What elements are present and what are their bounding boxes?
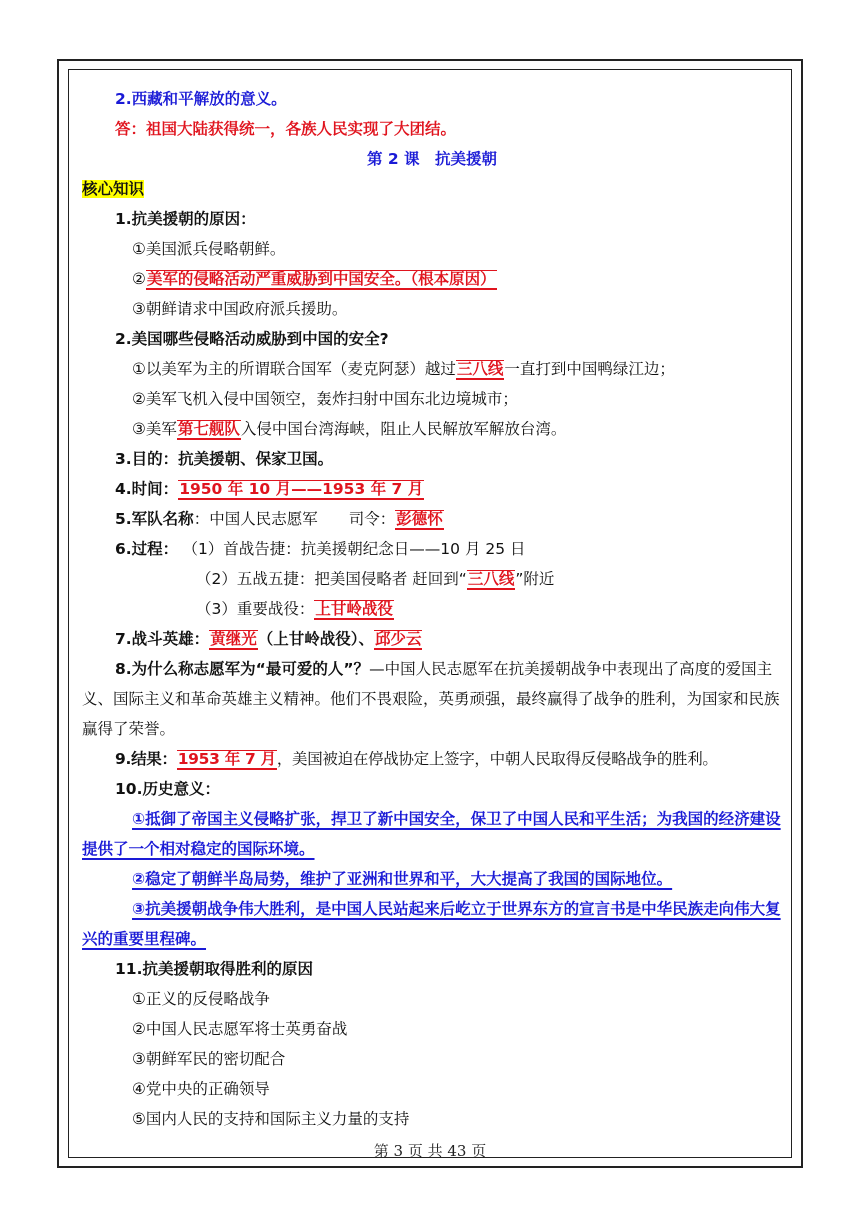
text-segment: ，美国被迫在停战协定上签字，中朝人民取得反侵略战争的胜利。: [276, 750, 718, 768]
key-term-highlight: 三八线: [456, 360, 504, 378]
list-item: ④党中央的正确领导: [132, 1080, 270, 1098]
list-marker: ②: [132, 270, 146, 288]
item-label: 4.时间：: [115, 480, 179, 498]
list-item: ③朝鲜请求中国政府派兵援助。: [132, 300, 348, 318]
key-term-highlight: 1953 年 7 月: [177, 750, 276, 768]
question-heading: 2.西藏和平解放的意义。: [115, 90, 287, 108]
item-label: 7.战斗英雄：: [115, 630, 210, 648]
lesson-title: 第 2 课 抗美援朝: [366, 150, 498, 168]
list-item: ①正义的反侵略战争: [132, 990, 270, 1008]
item-row: [82, 624, 782, 654]
section-heading: 核心知识: [82, 180, 145, 198]
list-item: ⑤国内人民的支持和国际主义力量的支持: [132, 1110, 410, 1128]
key-term-highlight: 三八线: [467, 570, 515, 588]
page-number: 第 3 页 共 43 页: [373, 1142, 487, 1160]
list-item: [82, 564, 782, 594]
item-row: [82, 534, 782, 564]
document-body: [82, 84, 782, 1134]
key-point-highlight: 美军的侵略活动严重威胁到中国安全。（根本原因）: [146, 270, 496, 288]
text-segment: （3）重要战役：: [196, 600, 315, 618]
paragraph: [82, 804, 782, 864]
text-segment: 入侵中国台湾海峡，阻止人民解放军解放台湾。: [240, 420, 567, 438]
significance-text: ①抵御了帝国主义侵略扩张，捍卫了新中国安全，保卫了中国人民和平生活；为我国的经济建设提供了一个相对稳定的国际环境。: [82, 810, 781, 858]
item-row: [82, 744, 782, 774]
text-segment: （2）五战五捷：把美国侵略者 赶回到“: [196, 570, 467, 588]
significance-text: ③抗美援朝战争伟大胜利，是中国人民站起来后屹立于世界东方的宣言书是中华民族走向伟大复兴的重要里程碑。: [82, 900, 781, 948]
item-row: [82, 474, 782, 504]
list-item: ②中国人民志愿军将士英勇奋战: [132, 1020, 348, 1038]
paragraph: [82, 654, 782, 744]
text-segment: （上甘岭战役）、: [257, 630, 374, 648]
key-term-highlight: 上甘岭战役: [315, 600, 393, 618]
item-heading: 10.历史意义：: [115, 780, 220, 798]
text-segment: （1）首战告捷：抗美援朝纪念日——10 月 25 日: [190, 540, 526, 558]
list-item: [82, 414, 782, 444]
key-term-highlight: 彭德怀: [396, 510, 443, 528]
item-label: 9.结果：: [115, 750, 177, 768]
significance-text: ②稳定了朝鲜半岛局势，维护了亚洲和世界和平，大大提高了我国的国际地位。: [132, 870, 673, 888]
item-label: 8.为什么称志愿军为“最可爱的人”？: [115, 660, 370, 678]
item-heading: 2.美国哪些侵略活动威胁到中国的安全?: [115, 330, 389, 348]
text-segment: ：中国人民志愿军 司令：: [193, 510, 396, 528]
key-term-highlight: 邱少云: [374, 630, 422, 648]
text-segment: ①以美军为主的所谓联合国军（麦克阿瑟）越过: [132, 360, 456, 378]
text-segment: 一直打到中国鸭绿江边；: [504, 360, 675, 378]
key-term-highlight: 黄继光: [210, 630, 257, 648]
item-label: 5.军队名称: [115, 510, 194, 528]
text-segment: —中国人民志愿军在抗美援朝战争中表现出了高度的爱国主义、国际主义和革命英雄主义精神。他们不畏艰险，英勇顽强，最终赢得了战争的胜利，为国家和民族赢得了荣誉。: [82, 660, 780, 738]
item-heading: 3.目的：抗美援朝、保家卫国。: [115, 450, 334, 468]
text-segment: ③美军: [132, 420, 177, 438]
list-item: ③朝鲜军民的密切配合: [132, 1050, 286, 1068]
item-row: [82, 504, 782, 534]
section-heading-row: [82, 174, 782, 204]
list-item: ①美国派兵侵略朝鲜。: [132, 240, 286, 258]
text-segment: ”附近: [515, 570, 555, 588]
list-item: [82, 264, 782, 294]
list-item: [82, 594, 782, 624]
item-heading: 1.抗美援朝的原因：: [115, 210, 256, 228]
item-label: 6.过程：: [115, 540, 179, 558]
key-term-highlight: 第七舰队: [177, 420, 240, 438]
paragraph: [82, 864, 782, 894]
key-term-highlight: 1950 年 10 月——1953 年 7 月: [179, 480, 424, 498]
answer-text: 答：祖国大陆获得统一，各族人民实现了大团结。: [115, 120, 457, 138]
list-item: [82, 354, 782, 384]
list-item: ②美军飞机入侵中国领空，轰炸扫射中国东北边境城市；: [132, 390, 518, 408]
paragraph: [82, 894, 782, 954]
item-heading: 11.抗美援朝取得胜利的原因: [115, 960, 313, 978]
